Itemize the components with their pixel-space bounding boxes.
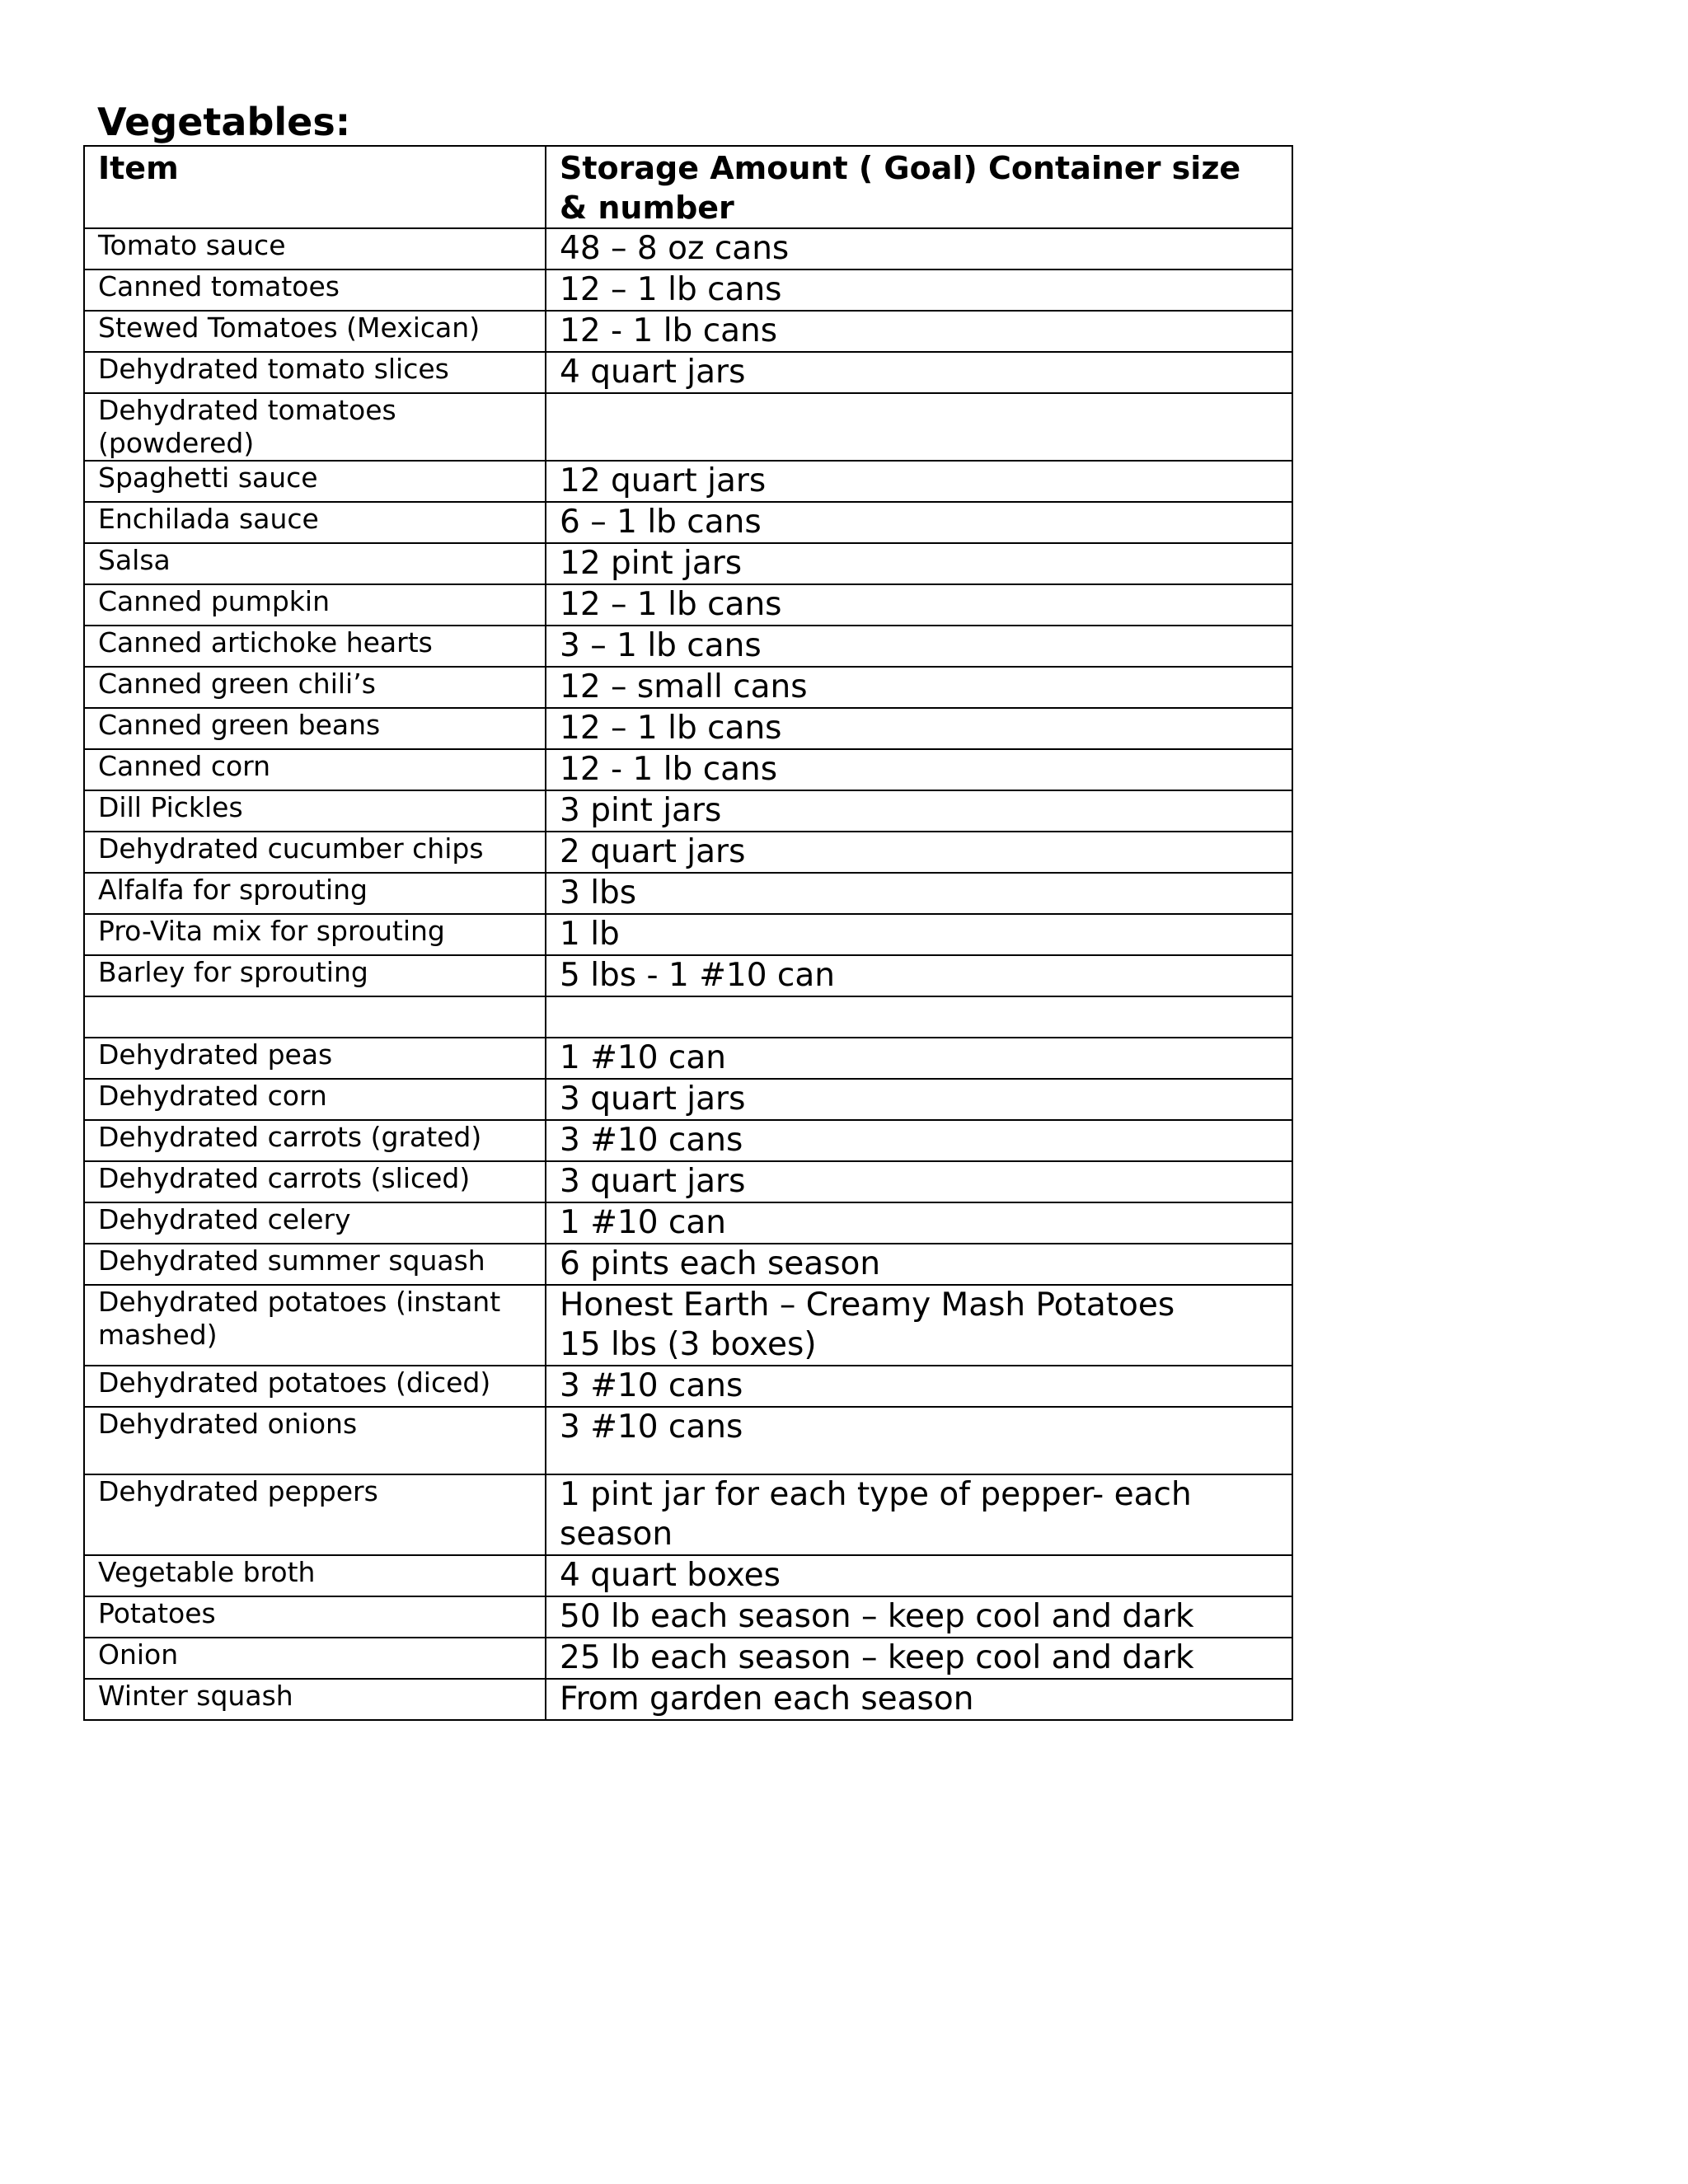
item-cell: Vegetable broth: [84, 1555, 546, 1596]
table-row: [84, 1679, 1292, 1720]
amount-cell: 12 – 1 lb cans: [546, 269, 1292, 311]
item-cell: Enchilada sauce: [84, 502, 546, 543]
table-row: [84, 1244, 1292, 1285]
amount-cell: 1 #10 can: [546, 1202, 1292, 1244]
item-cell: Canned green chili’s: [84, 667, 546, 708]
item-cell: Dehydrated tomato slices: [84, 352, 546, 393]
table-row: [84, 228, 1292, 269]
amount-cell: 3 #10 cans: [546, 1120, 1292, 1161]
amount-cell: 3 #10 cans: [546, 1366, 1292, 1407]
table-row: [84, 1079, 1292, 1120]
item-cell: Canned green beans: [84, 708, 546, 749]
amount-line: 15 lbs (3 boxes): [560, 1326, 817, 1363]
table-row: [84, 502, 1292, 543]
table-row: [84, 1366, 1292, 1407]
item-cell: Tomato sauce: [84, 228, 546, 269]
amount-cell: 12 – 1 lb cans: [546, 584, 1292, 626]
amount-cell: 1 #10 can: [546, 1038, 1292, 1079]
table-row: [84, 584, 1292, 626]
table-row: [84, 393, 1292, 461]
table-row-empty: [84, 996, 1292, 1038]
amount-cell: 3 lbs: [546, 873, 1292, 914]
item-cell: Canned artichoke hearts: [84, 626, 546, 667]
page-title: Vegetables:: [97, 100, 351, 144]
item-cell: Stewed Tomatoes (Mexican): [84, 311, 546, 352]
item-cell: Spaghetti sauce: [84, 461, 546, 502]
table-row: [84, 1038, 1292, 1079]
table-row: [84, 749, 1292, 790]
amount-cell: 48 – 8 oz cans: [546, 228, 1292, 269]
amount-cell: [546, 393, 1292, 461]
amount-cell: [546, 1285, 1292, 1366]
table-row: [84, 708, 1292, 749]
item-cell: Dehydrated corn: [84, 1079, 546, 1120]
amount-cell: 4 quart boxes: [546, 1555, 1292, 1596]
table-row: [84, 1120, 1292, 1161]
table-row: [84, 311, 1292, 352]
item-cell: Pro-Vita mix for sprouting: [84, 914, 546, 955]
item-cell: Dehydrated carrots (sliced): [84, 1161, 546, 1202]
amount-cell: 6 – 1 lb cans: [546, 502, 1292, 543]
amount-cell: 3 #10 cans: [546, 1407, 1292, 1474]
item-cell: Potatoes: [84, 1596, 546, 1638]
table-row: [84, 1638, 1292, 1679]
table-row: [84, 1161, 1292, 1202]
amount-cell: From garden each season: [546, 1679, 1292, 1720]
item-cell: Dill Pickles: [84, 790, 546, 832]
amount-cell: 1 pint jar for each type of pepper- each season: [546, 1474, 1292, 1555]
amount-cell: 12 - 1 lb cans: [546, 311, 1292, 352]
column-header-amount: Storage Amount ( Goal) Container size & number: [546, 146, 1292, 228]
amount-cell: 4 quart jars: [546, 352, 1292, 393]
amount-cell: 25 lb each season – keep cool and dark: [546, 1638, 1292, 1679]
table-row: [84, 667, 1292, 708]
table-row: [84, 1202, 1292, 1244]
item-cell: Barley for sprouting: [84, 955, 546, 996]
table-row: [84, 543, 1292, 584]
item-cell: Dehydrated potatoes (instant mashed): [84, 1285, 546, 1366]
amount-cell: 12 pint jars: [546, 543, 1292, 584]
vegetable-storage-table: [83, 145, 1293, 1721]
table-row: [84, 352, 1292, 393]
table-row: [84, 1555, 1292, 1596]
amount-cell: 12 – small cans: [546, 667, 1292, 708]
table-row: [84, 790, 1292, 832]
amount-cell: 2 quart jars: [546, 832, 1292, 873]
item-cell: Alfalfa for sprouting: [84, 873, 546, 914]
amount-cell: 1 lb: [546, 914, 1292, 955]
item-cell: Onion: [84, 1638, 546, 1679]
table-row: [84, 1596, 1292, 1638]
item-cell: Dehydrated tomatoes (powdered): [84, 393, 546, 461]
table-row: [84, 626, 1292, 667]
amount-cell: 12 – 1 lb cans: [546, 708, 1292, 749]
item-cell: Winter squash: [84, 1679, 546, 1720]
amount-cell: 3 – 1 lb cans: [546, 626, 1292, 667]
item-cell: Dehydrated summer squash: [84, 1244, 546, 1285]
item-cell: [84, 996, 546, 1038]
item-cell: Salsa: [84, 543, 546, 584]
table-row: [84, 873, 1292, 914]
amount-cell: 50 lb each season – keep cool and dark: [546, 1596, 1292, 1638]
table-row: [84, 269, 1292, 311]
item-cell: Dehydrated onions: [84, 1407, 546, 1474]
table-row: [84, 1407, 1292, 1474]
amount-cell: 12 quart jars: [546, 461, 1292, 502]
item-cell: Dehydrated peas: [84, 1038, 546, 1079]
amount-cell: 3 quart jars: [546, 1079, 1292, 1120]
table-header-row: [84, 146, 1292, 228]
amount-cell: 12 - 1 lb cans: [546, 749, 1292, 790]
table-row: [84, 832, 1292, 873]
item-cell: Canned tomatoes: [84, 269, 546, 311]
amount-cell: 3 pint jars: [546, 790, 1292, 832]
item-cell: Dehydrated potatoes (diced): [84, 1366, 546, 1407]
amount-cell: 5 lbs - 1 #10 can: [546, 955, 1292, 996]
item-cell: Dehydrated carrots (grated): [84, 1120, 546, 1161]
amount-cell: [546, 996, 1292, 1038]
table-row: [84, 955, 1292, 996]
item-cell: Dehydrated celery: [84, 1202, 546, 1244]
item-cell: Canned pumpkin: [84, 584, 546, 626]
table-row: [84, 461, 1292, 502]
table-row: [84, 1285, 1292, 1366]
item-cell: Dehydrated peppers: [84, 1474, 546, 1555]
amount-cell: 6 pints each season: [546, 1244, 1292, 1285]
item-cell: Canned corn: [84, 749, 546, 790]
column-header-item: Item: [84, 146, 546, 228]
amount-cell: 3 quart jars: [546, 1161, 1292, 1202]
amount-line: Honest Earth – Creamy Mash Potatoes: [560, 1286, 1175, 1324]
item-cell: Dehydrated cucumber chips: [84, 832, 546, 873]
table-row: [84, 914, 1292, 955]
table-row: [84, 1474, 1292, 1555]
